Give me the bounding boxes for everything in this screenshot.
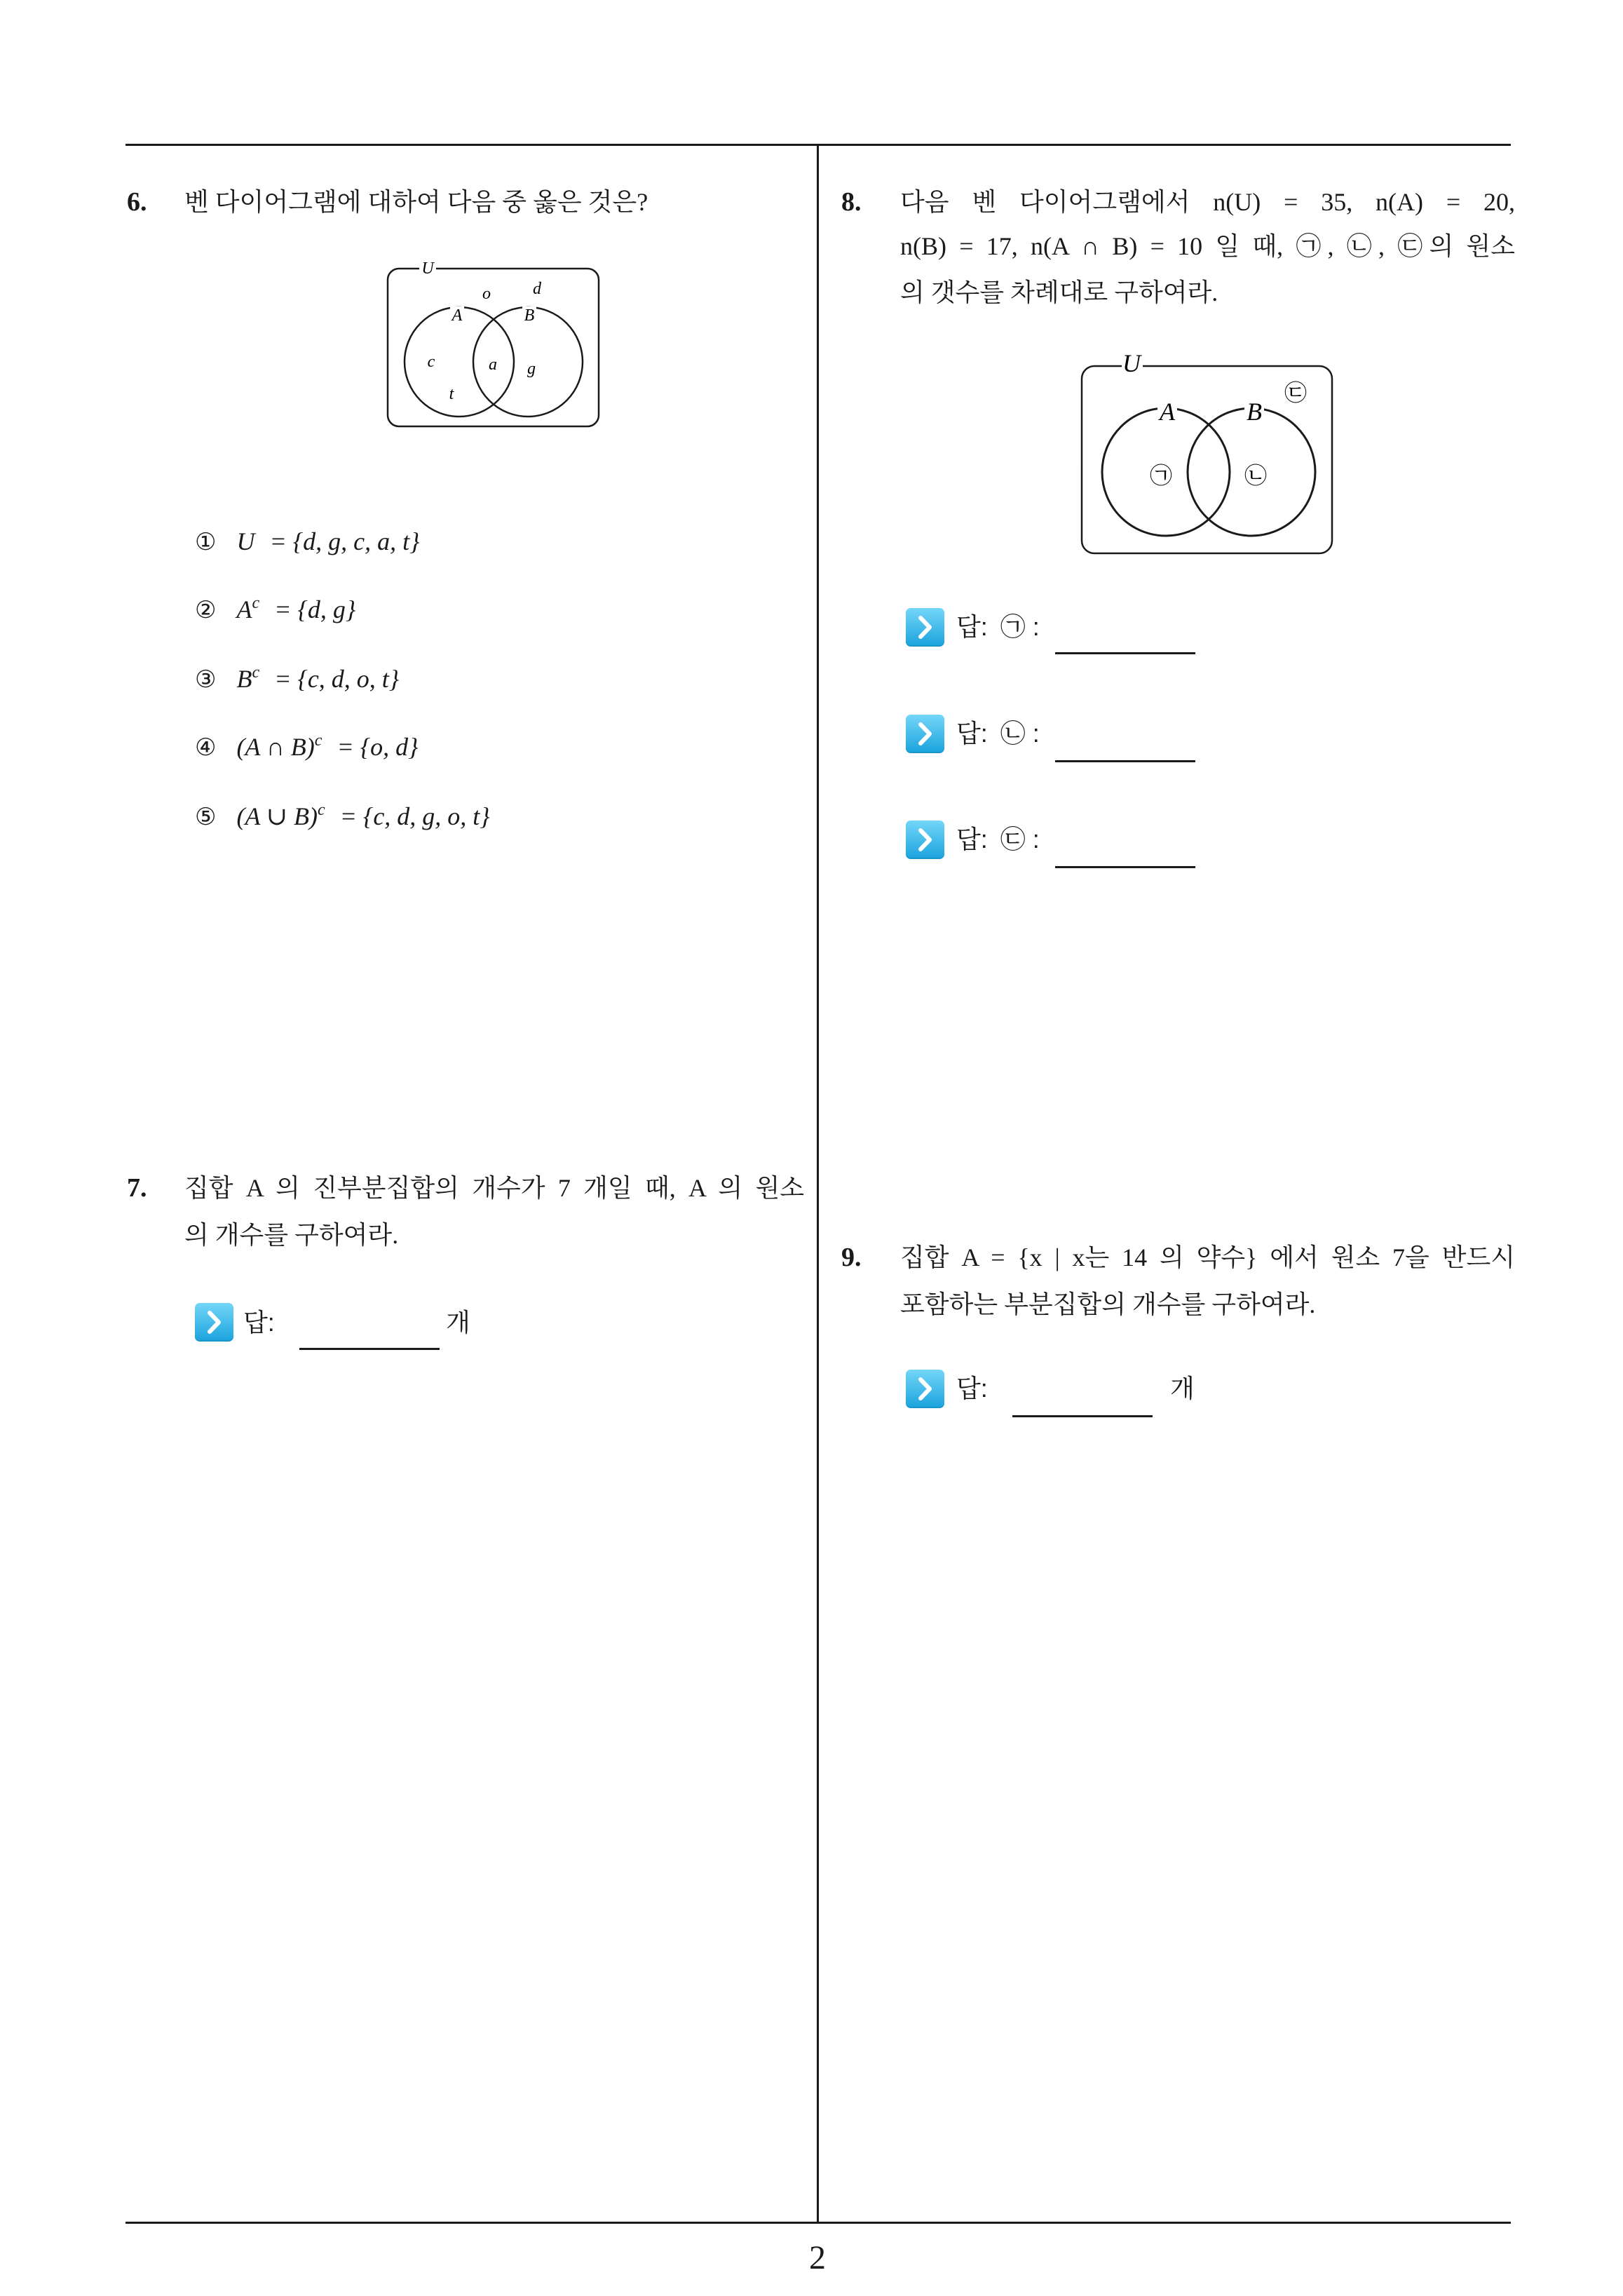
q8-answer-1-blank: [1055, 652, 1195, 654]
q6-option-2: [195, 592, 355, 627]
option-lhs-sup: c: [317, 801, 325, 819]
q8-text-line-1: 다음 벤 다이어그램에서 n(U) = 35, n(A) = 20,: [900, 188, 1515, 216]
bottom-rule: [125, 2222, 1511, 2224]
answer-label: 답:: [956, 612, 988, 641]
q6-option-1: [195, 524, 420, 559]
option-lhs-base: U: [236, 527, 255, 555]
answer-item: ㉡ :: [1000, 719, 1040, 748]
option-lhs-base: B: [236, 665, 252, 693]
option-number: ②: [195, 596, 217, 624]
option-lhs-sup: c: [252, 663, 260, 682]
q6-option-5: [195, 799, 490, 834]
option-lhs: [236, 733, 322, 761]
q7-text-line-2: 의 개수를 구하여라.: [184, 1221, 399, 1249]
answer-arrow-icon: [195, 1303, 233, 1342]
element-label: d: [533, 280, 541, 298]
option-lhs-sup: c: [314, 731, 322, 750]
answer-label: 답:: [956, 719, 988, 748]
q9-answer-label: 답:: [956, 1374, 988, 1403]
universe-label: U: [421, 259, 434, 278]
q6-option-4: [195, 729, 419, 764]
option-rhs: = {d, g, c, a, t}: [269, 527, 420, 555]
option-number: ⑤: [195, 803, 217, 831]
q8-answer-2-label: [956, 716, 1040, 751]
element-label: t: [449, 385, 454, 403]
option-number: ①: [195, 528, 217, 556]
q6-number: 6.: [127, 187, 147, 217]
answer-arrow-icon: [906, 1370, 944, 1408]
option-lhs: [236, 802, 325, 830]
q8-answer-3-label: [956, 822, 1040, 857]
option-rhs: = {c, d, g, o, t}: [339, 802, 490, 830]
q9-text-line-2: 포함하는 부분집합의 개수를 구하여라.: [900, 1290, 1316, 1318]
answer-arrow-icon: [906, 608, 944, 647]
option-number: ④: [195, 734, 217, 762]
q8-answer-2-blank: [1055, 760, 1195, 762]
q6-text: 벤 다이어그램에 대하여 다음 중 옳은 것은?: [184, 188, 648, 216]
q8-answer-3-blank: [1055, 866, 1195, 868]
element-label: g: [527, 360, 536, 378]
element-label: o: [482, 285, 491, 303]
universe-label: U: [1122, 349, 1141, 377]
option-lhs-base: A: [236, 595, 252, 623]
q8-venn-diagram: [1073, 344, 1343, 568]
universe-box: [388, 269, 599, 426]
region-2-label: ㉡: [1244, 463, 1268, 488]
set-b-label: B: [1247, 398, 1262, 426]
set-a-label: A: [1160, 398, 1175, 426]
q8-text-line-2: n(B) = 17, n(A ∩ B) = 10 일 때, ㉠, ㉡, ㉢의 원소: [900, 232, 1515, 260]
region-1-label: ㉠: [1149, 463, 1173, 488]
q6-option-3: [195, 661, 399, 696]
q9-answer-blank: [1012, 1415, 1153, 1417]
q8-text-line-3: 의 갯수를 차례대로 구하여라.: [900, 278, 1218, 306]
q7-answer-label: 답:: [243, 1308, 275, 1337]
region-3-label: ㉢: [1284, 380, 1308, 405]
answer-label: 답:: [956, 825, 988, 853]
column-divider: [817, 144, 819, 2223]
set-b-label: B: [524, 306, 535, 325]
answer-arrow-icon: [906, 821, 944, 859]
q7-text-line-1: 집합 A 의 진부분집합의 개수가 7 개일 때, A 의 원소: [184, 1174, 804, 1202]
q9-number: 9.: [841, 1243, 862, 1272]
option-lhs-sup: c: [252, 594, 260, 612]
option-lhs-base: (A ∩ B): [236, 733, 315, 761]
option-number: ③: [195, 666, 217, 694]
option-lhs-base: (A ∪ B): [236, 802, 318, 830]
option-rhs: = {d, g}: [274, 595, 356, 623]
q8-answer-1-label: [956, 609, 1040, 644]
q6-venn-diagram: [379, 249, 610, 438]
option-lhs: [236, 595, 259, 623]
q9-text-line-1: 집합 A = {x | x는 14 의 약수} 에서 원소 7을 반드시: [900, 1243, 1515, 1271]
element-label: a: [489, 356, 497, 374]
q7-answer-unit: 개: [446, 1308, 470, 1337]
q7-number: 7.: [127, 1173, 147, 1203]
option-rhs: = {o, d}: [337, 733, 419, 761]
option-lhs: [236, 527, 254, 555]
q7-answer-blank: [299, 1348, 440, 1350]
q8-number: 8.: [841, 187, 862, 217]
option-lhs: [236, 665, 259, 693]
q9-answer-unit: 개: [1170, 1374, 1195, 1403]
option-rhs: = {c, d, o, t}: [274, 665, 400, 693]
answer-item: ㉠ :: [1000, 612, 1040, 641]
answer-item: ㉢ :: [1000, 825, 1040, 853]
element-label: c: [427, 353, 435, 371]
page-number: 2: [809, 2239, 826, 2276]
set-a-label: A: [451, 306, 463, 325]
answer-arrow-icon: [906, 715, 944, 753]
